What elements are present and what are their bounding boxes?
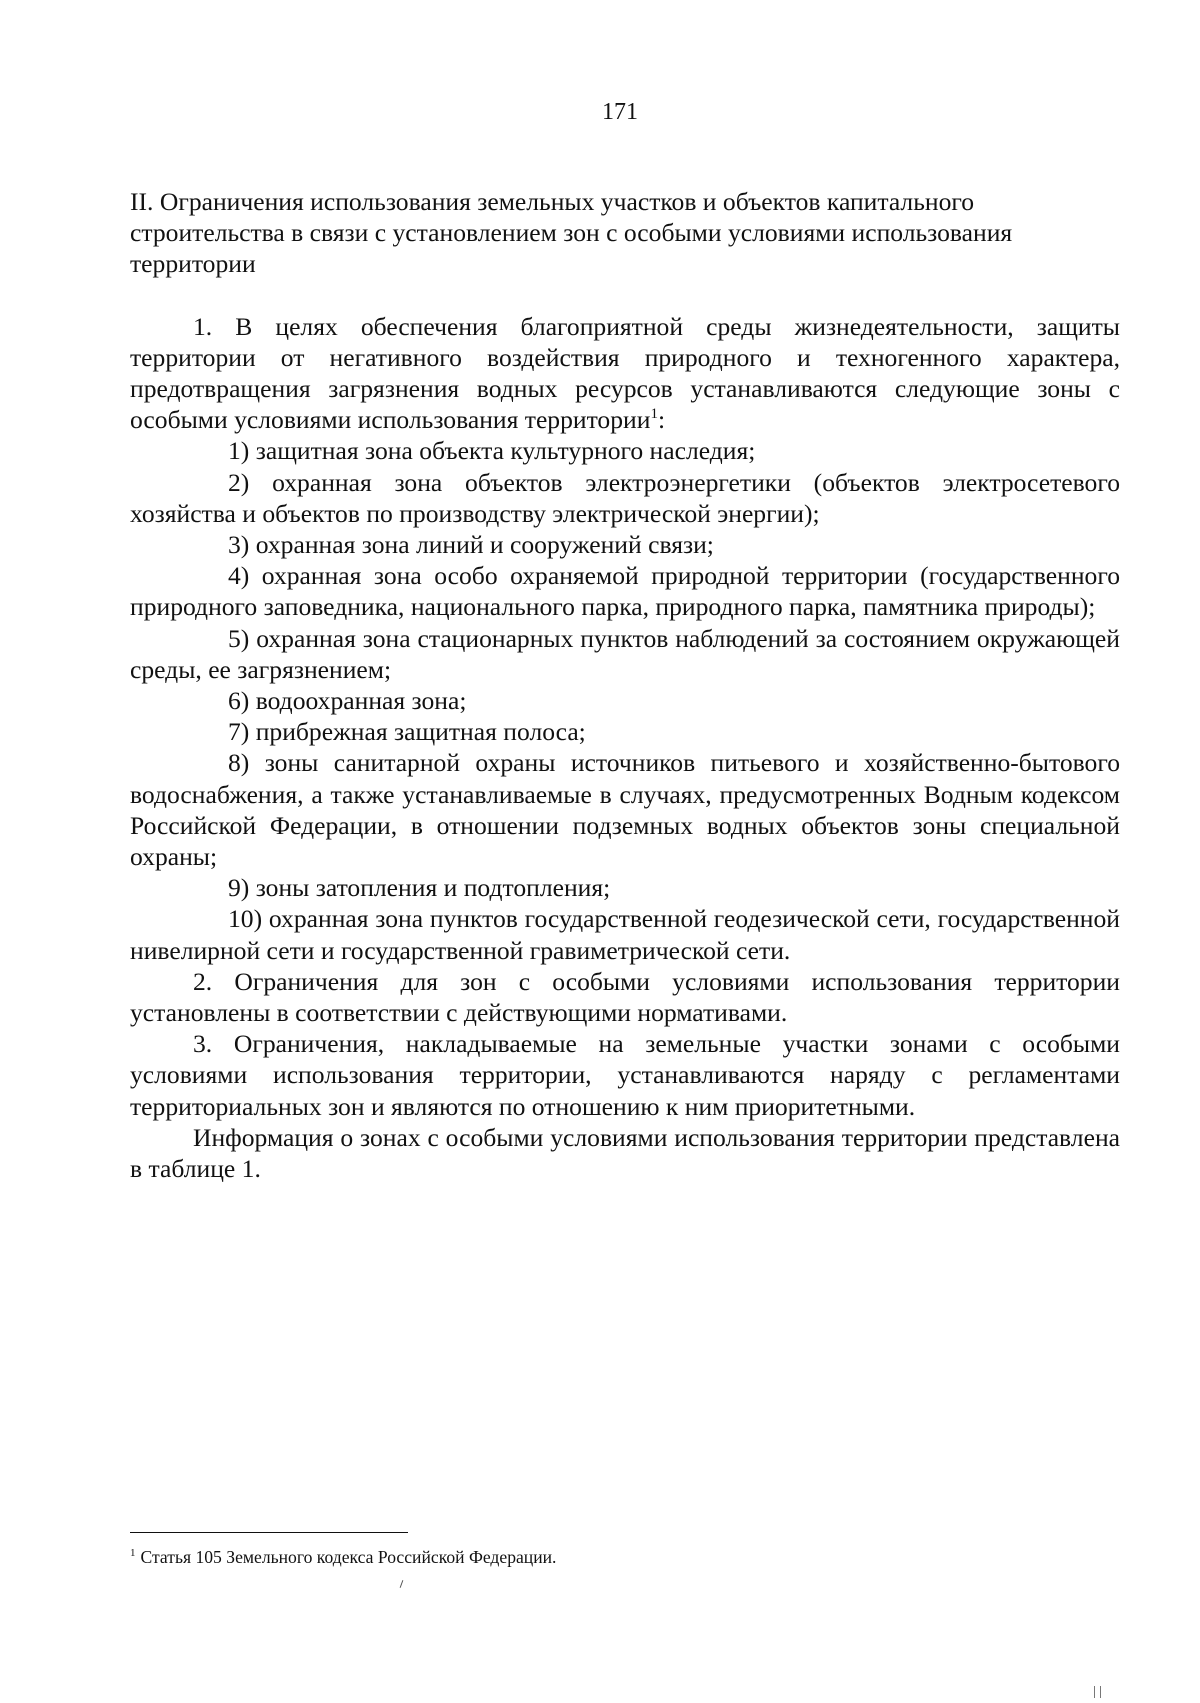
footnote-text: Статья 105 Земельного кодекса Российской Федерации. xyxy=(140,1547,557,1567)
zone-item-5: 5) охранная зона стационарных пунктов наблюдений за состоянием окружающей среды, ее загрязнением; xyxy=(130,623,1120,684)
zone-item-7: 7) прибрежная защитная полоса; xyxy=(228,717,586,747)
zone-item-8: 8) зоны санитарной охраны источников питьевого и хозяйственно-бытового водоснабжения, а также устанавливаемые в случаях, предусмотренных Водным кодексом Российской Федерации, в отношении подземных водных объектов зоны специальной охраны; xyxy=(130,748,1120,872)
paragraph-2: 2. Ограничения для зон с особыми условиями использования территории установлены в соответствии с действующими нормативами. xyxy=(130,966,1120,1028)
paragraph-4: Информация о зонах с особыми условиями использования территории представлена в таблице 1. xyxy=(130,1122,1120,1184)
zone-item-9: 9) зоны затопления и подтопления; xyxy=(228,873,611,903)
corner-scan-mark xyxy=(1094,1685,1114,1697)
zone-item-10: 10) охранная зона пунктов государственной геодезической сети, государственной нивелирной сети и государственной гравиметрической сети. xyxy=(130,904,1120,965)
zone-item-1: 1) защитная зона объекта культурного наследия; xyxy=(228,436,756,466)
paragraph-1-tail: : xyxy=(657,405,666,435)
page-number: 171 xyxy=(602,99,638,125)
footnote-marker: 1 xyxy=(130,1547,136,1559)
document-body xyxy=(130,186,1120,1184)
zone-item-2: 2) охранная зона объектов электроэнергетики (объектов электросетевого хозяйства и объектов по производству электрической энергии); xyxy=(130,467,1120,528)
section-heading: II. Ограничения использования земельных участков и объектов капитального строительства в связи с установлением зон с особыми условиями использования территории xyxy=(130,187,1013,279)
zone-item-4: 4) охранная зона особо охраняемой природной территории (государственного природного заповедника, национального парка, природного парка, памятника природы); xyxy=(130,561,1120,622)
zone-item-6: 6) водоохранная зона; xyxy=(228,686,467,716)
paragraph-3: 3. Ограничения, накладываемые на земельные участки зонами с особыми условиями использования территории, устанавливаются наряду с регламентами территориальных зон и являются по отношению к ним приоритетными. xyxy=(130,1029,1120,1121)
zone-item-3: 3) охранная зона линий и сооружений связи; xyxy=(228,530,714,560)
paragraph-1-text: 1. В целях обеспечения благоприятной среды жизнедеятельности, защиты территории от негативного воздействия природного и техногенного характера, предотвращения загрязнения водных ресурсов устанавливаются следующие зоны с особыми условиями использования территории xyxy=(130,311,1120,435)
footnote xyxy=(130,1546,1120,1568)
scan-mark xyxy=(400,1580,404,1588)
footnote-separator xyxy=(130,1532,408,1533)
paragraph-1 xyxy=(130,311,1120,436)
footnote-reference[interactable]: 1 xyxy=(650,406,658,423)
